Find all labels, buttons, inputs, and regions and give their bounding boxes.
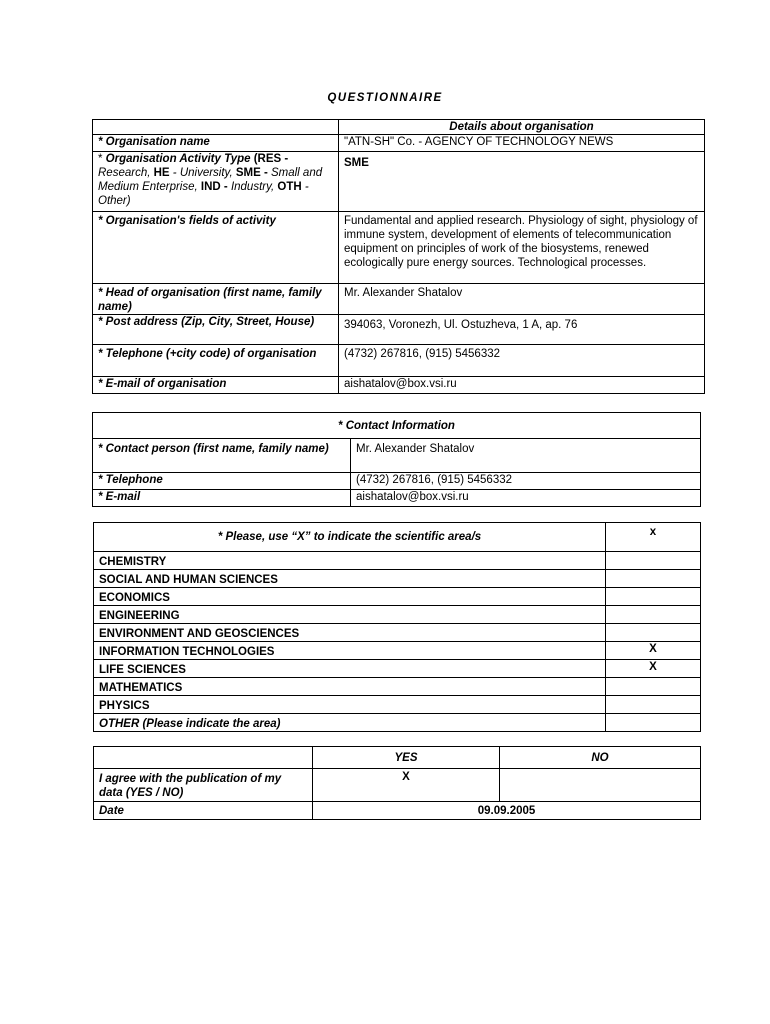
area-name-other: OTHER (Please indicate the area) bbox=[94, 714, 606, 732]
agree-label: I agree with the publication of my data (YES / NO) bbox=[94, 769, 313, 802]
empty-cell bbox=[93, 120, 339, 135]
org-header: Details about organisation bbox=[339, 120, 705, 135]
org-type-value[interactable]: SME bbox=[339, 152, 705, 212]
yes-mark-cell[interactable]: X bbox=[313, 769, 500, 802]
area-name: CHEMISTRY bbox=[94, 552, 606, 570]
org-name-value[interactable]: "ATN-SH" Co. - AGENCY OF TECHNOLOGY NEWS bbox=[339, 135, 705, 152]
consent-table bbox=[93, 746, 701, 820]
org-phone-label: * Telephone (+city code) of organisation bbox=[93, 345, 339, 377]
org-phone-value[interactable]: (4732) 267816, (915) 5456332 bbox=[339, 345, 705, 377]
contact-phone-label: * Telephone bbox=[93, 473, 351, 490]
date-label: Date bbox=[94, 802, 313, 820]
area-name: ENVIRONMENT AND GEOSCIENCES bbox=[94, 624, 606, 642]
area-mark-cell[interactable]: X bbox=[606, 642, 701, 660]
area-mark-cell[interactable] bbox=[606, 714, 701, 732]
area-name: ENGINEERING bbox=[94, 606, 606, 624]
area-mark-cell[interactable] bbox=[606, 588, 701, 606]
area-name: ECONOMICS bbox=[94, 588, 606, 606]
contact-email-value[interactable]: aishatalov@box.vsi.ru bbox=[351, 490, 701, 507]
no-header: NO bbox=[500, 747, 701, 769]
org-fields-label: * Organisation's fields of activity bbox=[93, 212, 339, 284]
area-mark-cell[interactable] bbox=[606, 678, 701, 696]
org-head-label: * Head of organisation (first name, family name) bbox=[93, 284, 339, 315]
org-head-value[interactable]: Mr. Alexander Shatalov bbox=[339, 284, 705, 315]
org-fields-value[interactable]: Fundamental and applied research. Physiology of sight, physiology of immune system, development of elements of telecommunication equipment on principles of work of the biosystems, renewed ecologically pure energy sources. Technological processes. bbox=[339, 212, 705, 284]
area-mark-cell[interactable] bbox=[606, 552, 701, 570]
area-name: MATHEMATICS bbox=[94, 678, 606, 696]
areas-header: * Please, use “X” to indicate the scientific area/s bbox=[94, 523, 606, 552]
areas-mark-header: x bbox=[606, 523, 701, 552]
contact-header: * Contact Information bbox=[93, 413, 701, 439]
area-mark-cell[interactable]: X bbox=[606, 660, 701, 678]
no-mark-cell[interactable] bbox=[500, 769, 701, 802]
area-mark-cell[interactable] bbox=[606, 696, 701, 714]
org-email-label: * E-mail of organisation bbox=[93, 377, 339, 394]
organisation-table bbox=[92, 119, 705, 394]
area-name: PHYSICS bbox=[94, 696, 606, 714]
contact-person-value[interactable]: Mr. Alexander Shatalov bbox=[351, 439, 701, 473]
area-mark-cell[interactable] bbox=[606, 570, 701, 588]
contact-phone-value[interactable]: (4732) 267816, (915) 5456332 bbox=[351, 473, 701, 490]
org-name-label: * Organisation name bbox=[93, 135, 339, 152]
org-type-label: * Organisation Activity Type (RES - Research, HE - University, SME - Small and Medium Enterprise, IND - Industry, OTH - Other) bbox=[93, 152, 339, 212]
scientific-area-table bbox=[93, 522, 701, 732]
area-mark-cell[interactable] bbox=[606, 624, 701, 642]
area-name: SOCIAL AND HUMAN SCIENCES bbox=[94, 570, 606, 588]
org-address-value[interactable]: 394063, Voronezh, Ul. Ostuzheva, 1 A, ap. 76 bbox=[339, 315, 705, 345]
area-name: INFORMATION TECHNOLOGIES bbox=[94, 642, 606, 660]
contact-table bbox=[92, 412, 701, 507]
contact-person-label: * Contact person (first name, family name) bbox=[93, 439, 351, 473]
page-title: QUESTIONNAIRE bbox=[327, 92, 443, 104]
area-mark-cell[interactable] bbox=[606, 606, 701, 624]
empty-cell bbox=[94, 747, 313, 769]
org-email-value[interactable]: aishatalov@box.vsi.ru bbox=[339, 377, 705, 394]
org-address-label: * Post address (Zip, City, Street, House) bbox=[93, 315, 339, 345]
yes-header: YES bbox=[313, 747, 500, 769]
area-name: LIFE SCIENCES bbox=[94, 660, 606, 678]
contact-email-label: * E-mail bbox=[93, 490, 351, 507]
date-value[interactable]: 09.09.2005 bbox=[313, 802, 701, 820]
